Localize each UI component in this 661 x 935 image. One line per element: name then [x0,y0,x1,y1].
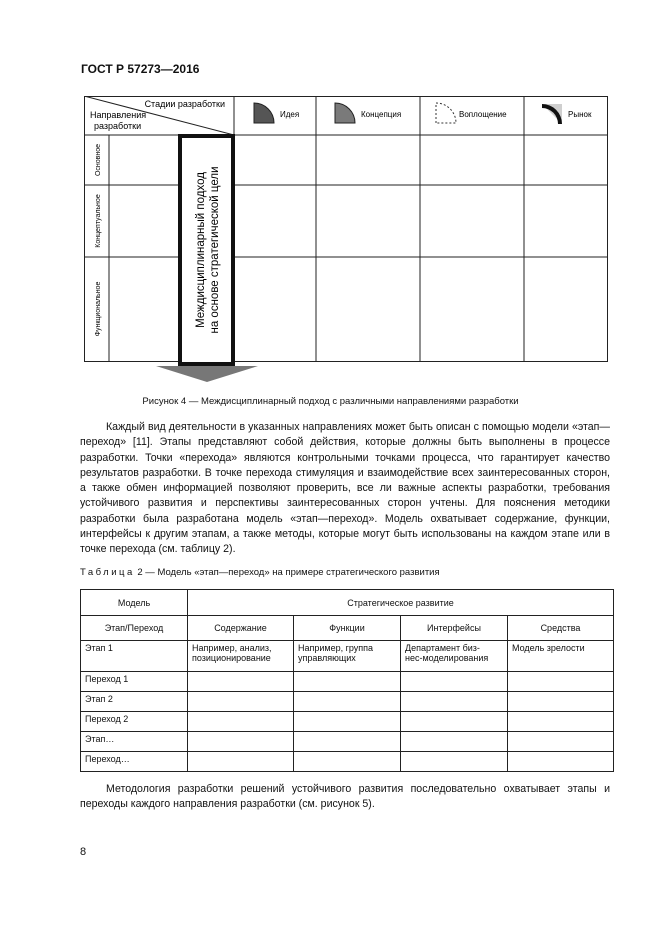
cell-interfaces: Департамент биз- нес-моделирования [401,641,508,672]
stage-idea [254,103,299,123]
header-content: Содержание [188,616,294,641]
table-caption: Таблица 2 — Модель «этап—переход» на примере стратегического развития [80,567,440,578]
cell-functions: Например, группа управляющих [294,641,401,672]
corner-label-stages: Стадии разработки [144,99,225,109]
table-row [81,752,614,772]
stage-market [542,104,592,124]
body-paragraph-2: Методология разработки решений устойчивого развития последовательно охватывает этапы и переходы каждого направления разработки (см. рисунок 5). [80,783,610,811]
arrow-label-line1: Междисциплинарный подход [195,172,207,328]
quarter-pie-medium-icon [335,103,355,123]
row-name: Переход 2 [81,712,188,732]
svg-text:Воплощение: Воплощение [459,110,507,119]
interdisciplinary-arrow [156,136,258,382]
corner-label-directions-2: разработки [94,121,142,131]
header-interfaces: Интерфейсы [401,616,508,641]
svg-text:Идея: Идея [280,110,300,119]
row-name: Этап 1 [81,641,188,672]
quarter-pie-dark-icon [254,103,274,123]
stage-realization [436,103,507,123]
header-tools: Средства [508,616,614,641]
direction-functional: Функциональное [95,281,102,337]
table-row [81,712,614,732]
document-header: ГОСТ Р 57273—2016 [81,62,200,76]
stage-transition-table [80,589,614,772]
table-row [81,692,614,712]
table-row [81,732,614,752]
page-number: 8 [80,846,87,858]
figure-4-diagram [84,96,608,382]
cell-tools: Модель зрелости [508,641,614,672]
table-row [81,672,614,692]
stage-concept [335,103,401,123]
quarter-pie-dashed-icon [436,103,456,123]
svg-text:Концепция: Концепция [361,110,402,119]
corner-label-directions-1: Направления [90,110,147,120]
header-model: Модель [81,590,188,616]
diagram-frame [85,97,608,362]
direction-basic: Основное [95,143,102,177]
header-strategic: Стратегическое развитие [188,590,614,616]
direction-conceptual: Концептуальное [95,194,102,248]
cell-content: Например, анализ, позиционирование [188,641,294,672]
figure-caption: Рисунок 4 — Междисциплинарный подход с различными направлениями разработки [142,396,519,407]
header-functions: Функции [294,616,401,641]
row-name: Переход 1 [81,672,188,692]
row-name: Переход… [81,752,188,772]
arrow-label-line2: на основе стратегической цели [209,166,221,334]
header-stage-transition: Этап/Переход [81,616,188,641]
body-paragraph-1: Каждый вид деятельности в указанных направлениях может быть описан с помощью модели «этап—переход» [11]. Этапы представляют собой действия, которые должны быть выполнены в процессе разработки. Точки «перехода» являются контрольными точками процесса, что гарантирует качество результатов разработки. В точке перехода стимуляция и взаимодействие всех заинтересованных сторон, а также обмен информацией позволяют проверить, все ли важные аспекты разработки, требования устойчивого развития и перспективы заинтересованных сторон учтены. Для пояснения методики разработки была разработана модель «этап—переход». Модель охватывает содержание, функции, интерфейсы к другим этапам, а также методы, которые могут быть использованы на каждом этапе или в точке перехода (см. таблицу 2). [80,421,610,556]
row-name: Этап 2 [81,692,188,712]
table-row [81,641,614,672]
svg-text:Рынок: Рынок [568,110,592,119]
row-name: Этап… [81,732,188,752]
